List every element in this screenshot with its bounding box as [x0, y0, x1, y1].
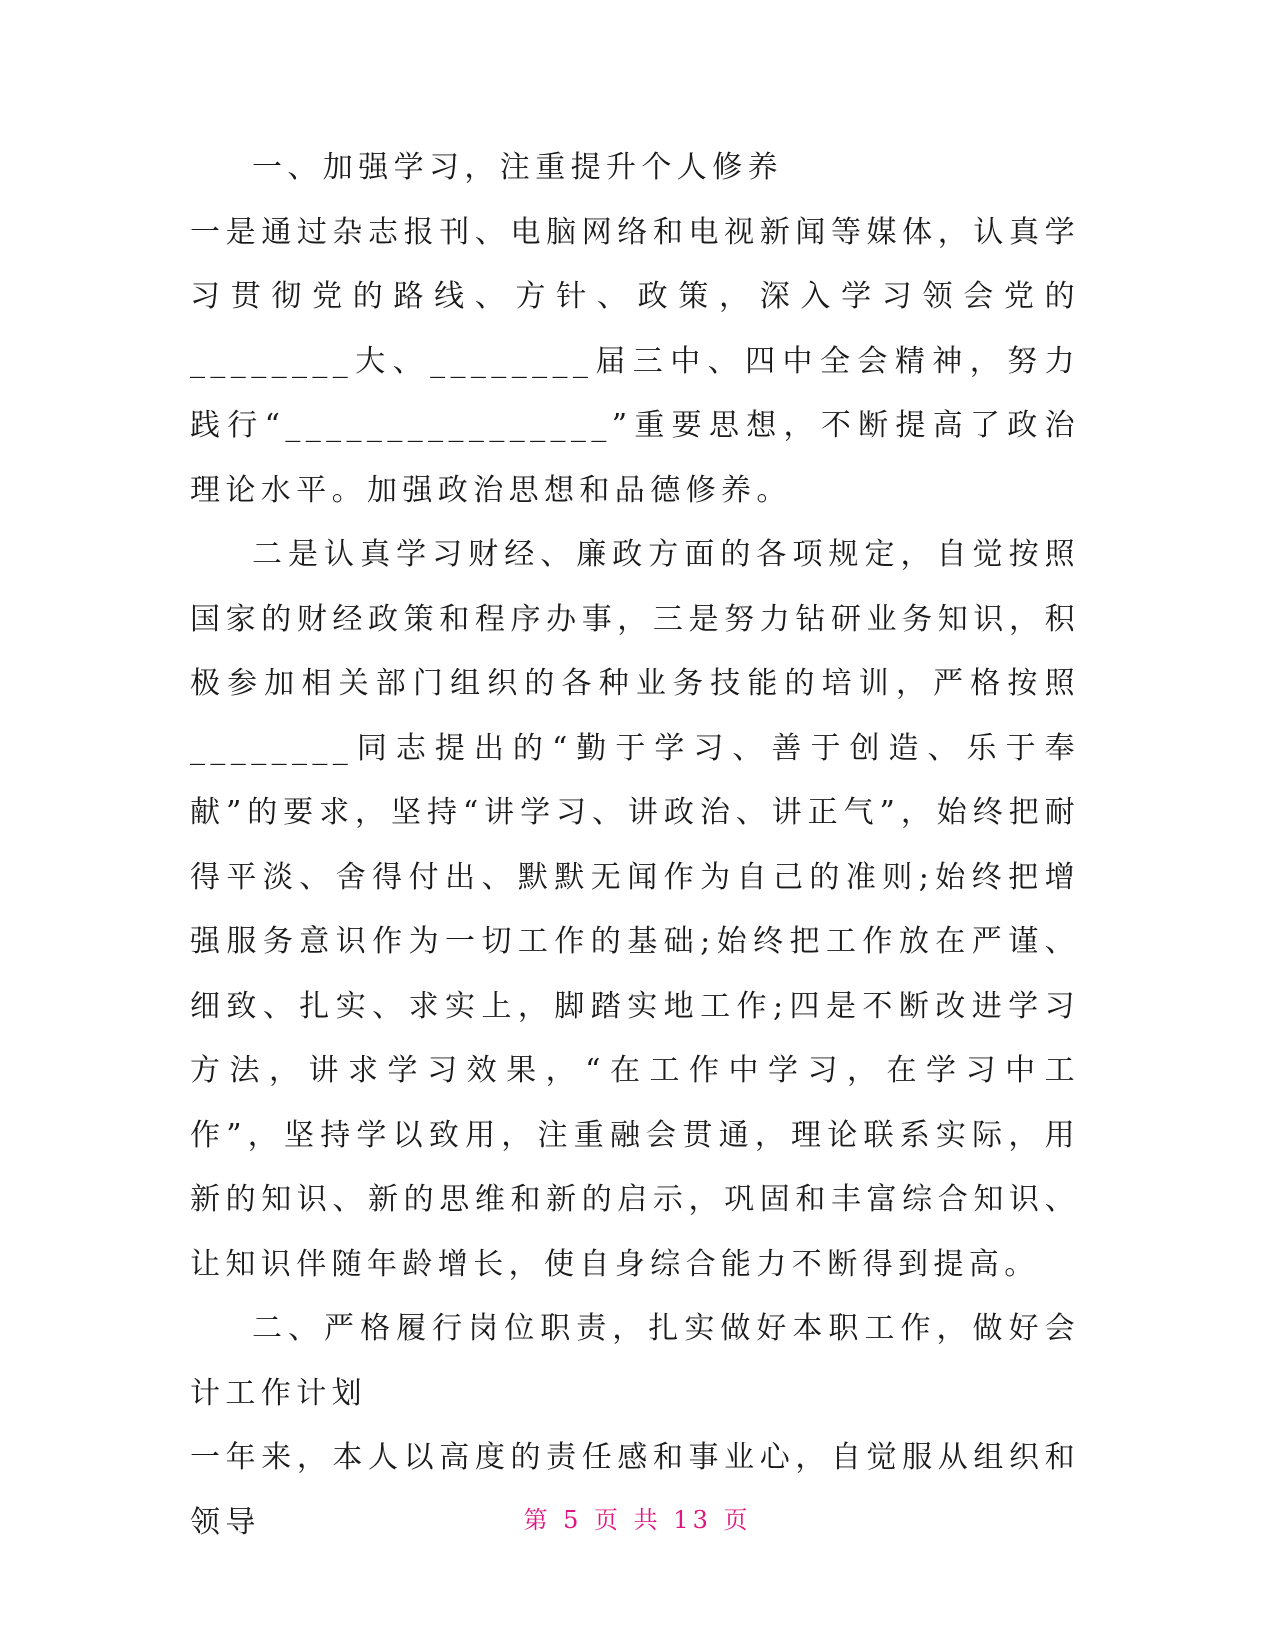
- paragraph-2: 二是认真学习财经、廉政方面的各项规定，自觉按照国家的财经政策和程序办事，三是努力钻研业务知识，积极参加相关部门组织的各种业务技能的培训，严格按照________同志提出的“勤于学习、善于创造、乐于奉献”的要求，坚持“讲学习、讲政治、讲正气”，始终把耐得平淡、舍得付出、默默无闻作为自己的准则;始终把增强服务意识作为一切工作的基础;始终把工作放在严谨、细致、扎实、求实上，脚踏实地工作;四是不断改进学习方法，讲求学习效果，“在工作中学习，在学习中工作”，坚持学以致用，注重融会贯通，理论联系实际，用新的知识、新的思维和新的启示，巩固和丰富综合知识、让知识伴随年龄增长，使自身综合能力不断得到提高。: [190, 537, 1080, 1282]
- section-heading-2: 二、严格履行岗位职责，扎实做好本职工作，做好会计工作计划: [190, 1311, 1080, 1411]
- page-footer: [0, 1500, 1275, 1535]
- page-number: 第 5 页 共 13 页: [523, 1506, 752, 1534]
- paragraph-1: 一是通过杂志报刊、电脑网络和电视新闻等媒体，认真学习贯彻党的路线、方针、政策，深入学习领会党的________大、________届三中、四中全会精神，努力践行“________________”重要思想，不断提高了政治理论水平。加强政治思想和品德修养。: [190, 214, 1080, 508]
- section-heading-1: 一、加强学习，注重提升个人修养: [252, 150, 783, 185]
- paragraph-3: 一年来，本人以高度的责任感和事业心，自觉服从组织和领导: [190, 1440, 1080, 1540]
- document-body: [190, 136, 1080, 1555]
